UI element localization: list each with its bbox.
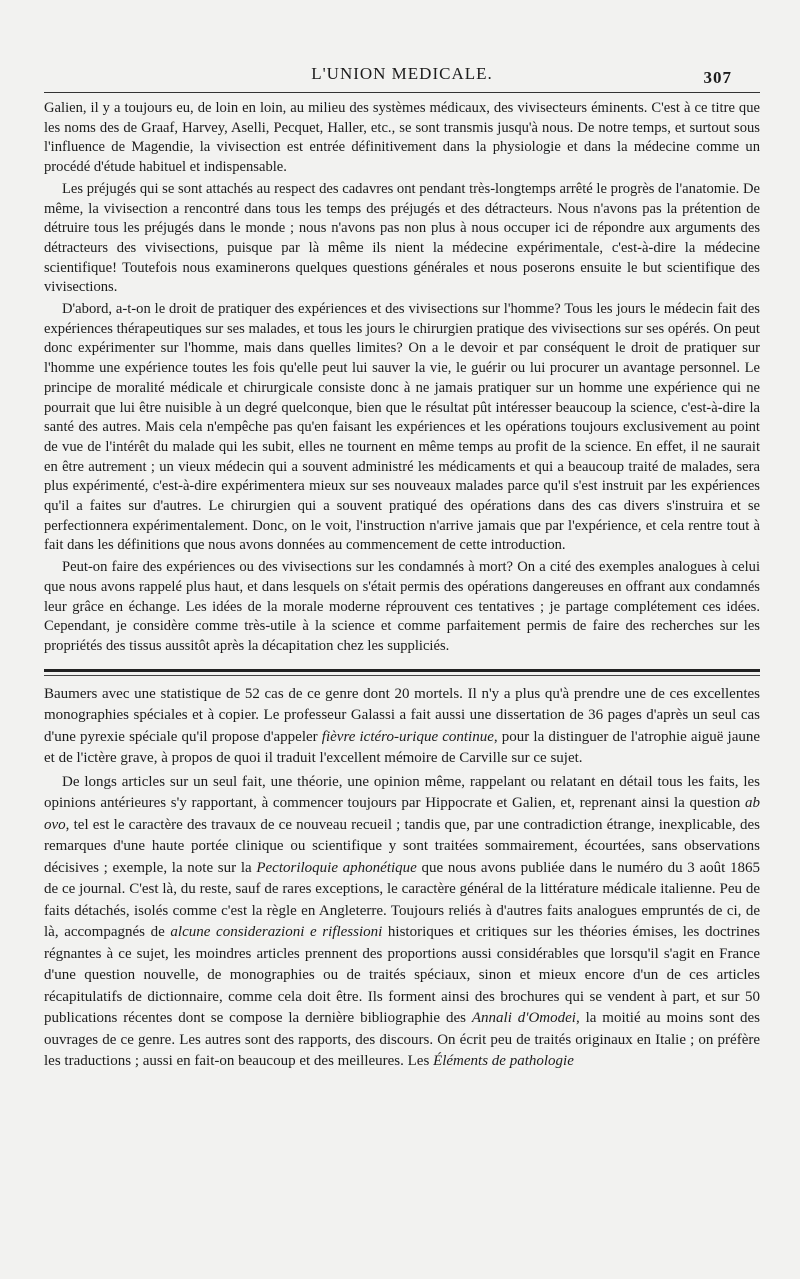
italic-term: ab ovo bbox=[44, 795, 760, 833]
running-header bbox=[44, 54, 760, 90]
paragraph: Les préjugés qui se sont attachés au respect des cadavres ont pendant très-longtemps arrêté le progrès de l'anatomie. De même, la vivisection a rencontré dans tous les temps des préjugés et des détracteurs. Nous n'avons pas la prétention de détruire tous les préjugés dans le monde ; nous n'avons pas non plus à nous occuper ici de répondre aux arguments des détracteurs des vivisections, puisque par là même ils nient la médecine expérimentale, c'est-à-dire la médecine scientifique! Toutefois nous examinerons quelques questions générales et nous poserons ensuite le but scientifique des vivisections. bbox=[44, 180, 760, 296]
journal-title: L'UNION MEDICALE. bbox=[311, 64, 493, 83]
paragraph: D'abord, a-t-on le droit de pratiquer des expériences et des vivisections sur l'homme? Tous les jours le médecin fait des expériences thérapeutiques sur ses malades, et tous les jours le chirurgien pratique des vivisections sur ses opérés. On peut donc expérimenter sur l'homme, mais dans quelles limites? On a le devoir et par conséquent le droit de pratiquer sur l'homme une expérience toutes les fois qu'elle peut lui sauver la vie, le guérir ou lui procurer un avantage personnel. Le principe de moralité médicale et chirurgicale consiste donc à ne jamais pratiquer sur un homme une expérience qui ne pourrait que lui être nuisible à un degré quelconque, bien que le résultat pût intéresser beaucoup la science, c'est-à-dire la santé des autres. Mais cela n'empêche pas qu'en faisant les expériences et les opérations toujours exclusivement au point de vue de l'intérêt du malade qui les subit, elles ne tournent en même temps au profit de la science. En effet, il ne saurait en être autrement ; un vieux médecin qui a souvent administré les médicaments et qui a beaucoup traité de malades, sera plus expérimenté, c'est-à-dire expérimentera mieux sur ses nouveaux malades parce qu'il s'est instruit par les expériences qu'il a faites sur d'autres. Le chirurgien qui a souvent pratiqué des opérations dans des cas divers s'instruira et se perfectionnera expérimentalement. Donc, on le voit, l'instruction n'arrive jamais que par l'expérience, et cela rentre tout à fait dans les définitions que nous avons données au commencement de cette introduction. bbox=[44, 301, 760, 554]
paragraph: De longs articles sur un seul fait, une théorie, une opinion même, rappelant ou relatant en détail tous les faits, les opinions antérieures s'y rapportant, à commencer toujours par Hippocrate et Galien, et, reprenant ainsi la question ab ovo, tel est le caractère des travaux de ce nouveau recueil ; tandis que, par une contradiction étrange, inexplicable, des remarques d'une haute portée clinique ou scientifique y sont traitées sommairement, écourtées, sans observations décisives ; exemple, la note sur la Pectoriloquie aphonétique que nous avons publiée dans le numéro du 3 août 1865 de ce journal. C'est là, du reste, sauf de rares exceptions, le caractère général de la littérature médicale italienne. Peu de faits détachés, isolés comme c'est la règle en Angleterre. Toujours reliés à d'autres faits analogues empruntés de ci, de là, accompagnés de alcune considerazioni e riflessioni historiques et critiques sur les théories émises, les doctrines régnantes à ce sujet, les moindres articles prennent des proportions aussi considérables que lorsqu'il s'agit en France d'une question nouvelle, de monographies ou de traités spéciaux, sinon et mieux encore d'un de ces articles récapitulatifs de dictionnaire, comme cela doit être. Ils forment ainsi des brochures qui se vendent à part, et sur 50 publications récentes dont se compose la dernière bibliographie des Annali d'Omodei, la moitié au moins sont des ouvrages de ce genre. Les autres sont des rapports, des discours. On écrit peu de traités originaux en Italie ; on préfère les traductions ; aussi en fait-on beaucoup et des meilleures. Les Éléments de pathologie bbox=[44, 773, 761, 1070]
paragraph: Baumers avec une statistique de 52 cas de ce genre dont 20 mortels. Il n'y a plus qu'à prendre une de ces excellentes monographies spéciales et à copier. Le professeur Galassi a fait aussi une dissertation de 36 pages d'après un seul cas d'une pyrexie spéciale qu'il propose d'appeler fièvre ictéro-urique continue, pour la distinguer de l'atrophie aiguë jaune et de l'ictère grave, à propos de quoi il traduit l'excellent mémoire de Carville sur ce sujet. bbox=[44, 685, 761, 767]
page-number: 307 bbox=[703, 68, 732, 87]
italic-term: alcune considerazioni e riflessioni bbox=[170, 924, 383, 941]
italic-term: Éléments de pathologie bbox=[433, 1053, 574, 1070]
section-separator bbox=[44, 669, 760, 676]
main-article bbox=[44, 99, 760, 657]
paragraph: Galien, il y a toujours eu, de loin en loin, au milieu des systèmes médicaux, des vivisecteurs éminents. C'est à ce titre que les noms des de Graaf, Harvey, Aselli, Pecquet, Haller, etc., se sont transmis jusqu'à nous. De notre temps, et surtout sous l'influence de Magendie, la vivisection est entrée définitivement dans la physiologie et dans la médecine comme un procédé d'étude habituel et indispensable. bbox=[44, 100, 760, 176]
header-rule bbox=[44, 92, 760, 93]
italic-term: Pectoriloquie aphonétique bbox=[256, 859, 417, 876]
italic-term: fièvre ictéro-urique continue bbox=[321, 728, 494, 745]
feuilleton bbox=[44, 684, 760, 1073]
italic-term: Annali d'Omodei bbox=[471, 1010, 576, 1027]
paragraph: Peut-on faire des expériences ou des vivisections sur les condamnés à mort? On a cité des exemples analogues à celui que nous avons rappelé plus haut, et dans lesquels on s'était permis des opérations dangereuses en offrant aux condamnés leur grâce en échange. Les idées de la morale moderne réprouvent ces tentatives ; je partage complétement ces idées. Cependant, je considère comme très-utile à la science et comme parfaitement permis de faire des recherches sur les propriétés des tissus aussitôt après la décapitation chez les suppliciés. bbox=[44, 559, 760, 654]
